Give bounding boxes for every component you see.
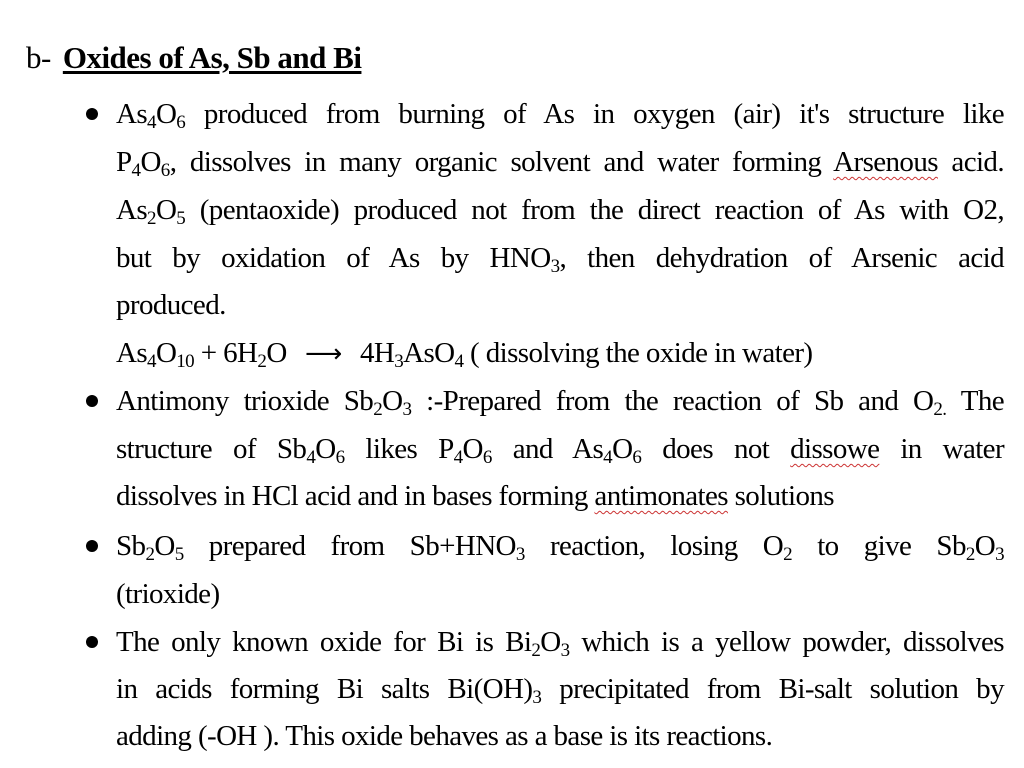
text-run: and As bbox=[491, 433, 604, 465]
text-run: ( dissolving the oxide in water) bbox=[463, 337, 813, 369]
text-run: The only known oxide for Bi is Bi bbox=[116, 626, 532, 658]
subscript: 2 bbox=[145, 544, 155, 565]
spellcheck-word: dissowe bbox=[790, 433, 880, 465]
bullet-2-line-1 bbox=[116, 381, 1004, 421]
subscript: 5 bbox=[176, 208, 186, 229]
text-run: but by oxidation of As by HNO bbox=[116, 242, 551, 274]
subscript: 2 bbox=[373, 399, 383, 420]
bullet-1-line-5 bbox=[116, 285, 1004, 325]
subscript: 4 bbox=[147, 351, 156, 372]
text-run: O bbox=[155, 98, 177, 130]
bullet-3-line-1 bbox=[116, 526, 1004, 566]
text-run: O bbox=[612, 433, 633, 465]
text-run: produced from burning of As in oxygen (air) it's structure like bbox=[185, 98, 1004, 130]
subscript: 3 bbox=[515, 544, 525, 565]
text-run: O bbox=[140, 146, 161, 178]
subscript: 4 bbox=[306, 447, 316, 468]
text-run: produced. bbox=[116, 289, 226, 321]
text-run: O bbox=[315, 433, 336, 465]
subscript: 2 bbox=[531, 640, 541, 661]
text-run: , then dehydration of Arsenic acid bbox=[559, 242, 1004, 274]
text-run: does not bbox=[641, 433, 791, 465]
text-run: in water bbox=[879, 433, 1005, 465]
text-run: in acids forming Bi salts Bi(OH) bbox=[116, 673, 533, 705]
text-run: Sb bbox=[116, 530, 146, 562]
bullet-marker-2 bbox=[86, 395, 98, 407]
heading-title: Oxides of As, Sb and Bi bbox=[62, 40, 362, 75]
subscript: 2 bbox=[783, 544, 793, 565]
subscript: 4 bbox=[147, 112, 156, 133]
text-run: + 6H bbox=[194, 337, 258, 369]
subscript: 10 bbox=[176, 351, 195, 372]
text-run: O bbox=[266, 337, 294, 369]
subscript: 2 bbox=[965, 544, 975, 565]
text-run: (pentaoxide) produced not from the direct reaction of As with O2, bbox=[185, 194, 1004, 226]
bullet-1-line-2 bbox=[116, 142, 1004, 182]
spellcheck-word: Arsenous bbox=[833, 146, 938, 178]
bullet-2-line-3 bbox=[116, 476, 1004, 516]
text-run: As bbox=[116, 98, 148, 130]
subscript: 2. bbox=[933, 399, 947, 420]
heading-prefix: b- bbox=[26, 40, 51, 75]
section-heading bbox=[26, 38, 361, 78]
subscript: 3 bbox=[532, 687, 542, 708]
text-run: 4H bbox=[353, 337, 395, 369]
subscript: 3 bbox=[402, 399, 412, 420]
subscript: 3 bbox=[394, 351, 404, 372]
bullet-4-line-3 bbox=[116, 716, 1004, 756]
text-run: P bbox=[116, 146, 132, 178]
text-run: O bbox=[154, 530, 175, 562]
text-run: to give Sb bbox=[792, 530, 966, 562]
subscript: 3 bbox=[560, 640, 570, 661]
text-run: , dissolves in many organic solvent and water forming bbox=[169, 146, 834, 178]
bullet-1-line-3 bbox=[116, 190, 1004, 230]
text-run: O bbox=[155, 337, 177, 369]
text-run: O bbox=[540, 626, 561, 658]
text-run: The bbox=[946, 385, 1004, 417]
subscript: 6 bbox=[632, 447, 642, 468]
text-run: adding (-OH ). This oxide behaves as a base is its reactions. bbox=[116, 720, 773, 752]
subscript: 6 bbox=[160, 160, 170, 181]
subscript: 6 bbox=[482, 447, 492, 468]
text-run: which is a yellow powder, dissolves bbox=[569, 626, 1004, 658]
text-run: O bbox=[974, 530, 996, 562]
text-run: dissolves in HCl acid and in bases forming bbox=[116, 480, 595, 512]
text-run: (trioxide) bbox=[116, 578, 220, 610]
text-run: As bbox=[116, 337, 148, 369]
bullet-4-line-2 bbox=[116, 669, 1004, 709]
bullet-1-line-4 bbox=[116, 238, 1004, 278]
text-run: O bbox=[382, 385, 403, 417]
subscript: 3 bbox=[995, 544, 1005, 565]
bullet-2-line-2 bbox=[116, 429, 1004, 469]
subscript: 4 bbox=[454, 351, 464, 372]
subscript: 4 bbox=[131, 160, 141, 181]
equation-line bbox=[116, 333, 1004, 374]
text-run: likes P bbox=[344, 433, 454, 465]
text-run: O bbox=[155, 194, 177, 226]
text-run: AsO bbox=[403, 337, 455, 369]
bullet-4-line-1 bbox=[116, 622, 1004, 662]
text-run: acid. bbox=[937, 146, 1004, 178]
text-run: solutions bbox=[727, 480, 834, 512]
subscript: 6 bbox=[335, 447, 345, 468]
text-run: precipitated from Bi-salt solution by bbox=[541, 673, 1004, 705]
spellcheck-word: antimonates bbox=[594, 480, 728, 512]
subscript: 3 bbox=[550, 256, 560, 277]
bullet-3-line-2 bbox=[116, 574, 1004, 614]
bullet-marker-3 bbox=[86, 540, 98, 552]
text-run: structure of Sb bbox=[116, 433, 307, 465]
subscript: 2 bbox=[147, 208, 156, 229]
bullet-1-line-1 bbox=[116, 94, 1004, 134]
subscript: 2 bbox=[257, 351, 267, 372]
subscript: 4 bbox=[453, 447, 463, 468]
subscript: 4 bbox=[603, 447, 613, 468]
bullet-marker-1 bbox=[86, 108, 98, 120]
subscript: 6 bbox=[176, 112, 186, 133]
text-run: Antimony trioxide Sb bbox=[116, 385, 374, 417]
text-run: prepared from Sb+HNO bbox=[183, 530, 516, 562]
text-run: As bbox=[116, 194, 148, 226]
text-run: reaction, losing O bbox=[524, 530, 784, 562]
text-run: :-Prepared from the reaction of Sb and O bbox=[411, 385, 934, 417]
text-run: O bbox=[462, 433, 483, 465]
reaction-arrow-icon: ⟶ bbox=[304, 339, 342, 369]
subscript: 5 bbox=[174, 544, 184, 565]
bullet-marker-4 bbox=[86, 636, 98, 648]
